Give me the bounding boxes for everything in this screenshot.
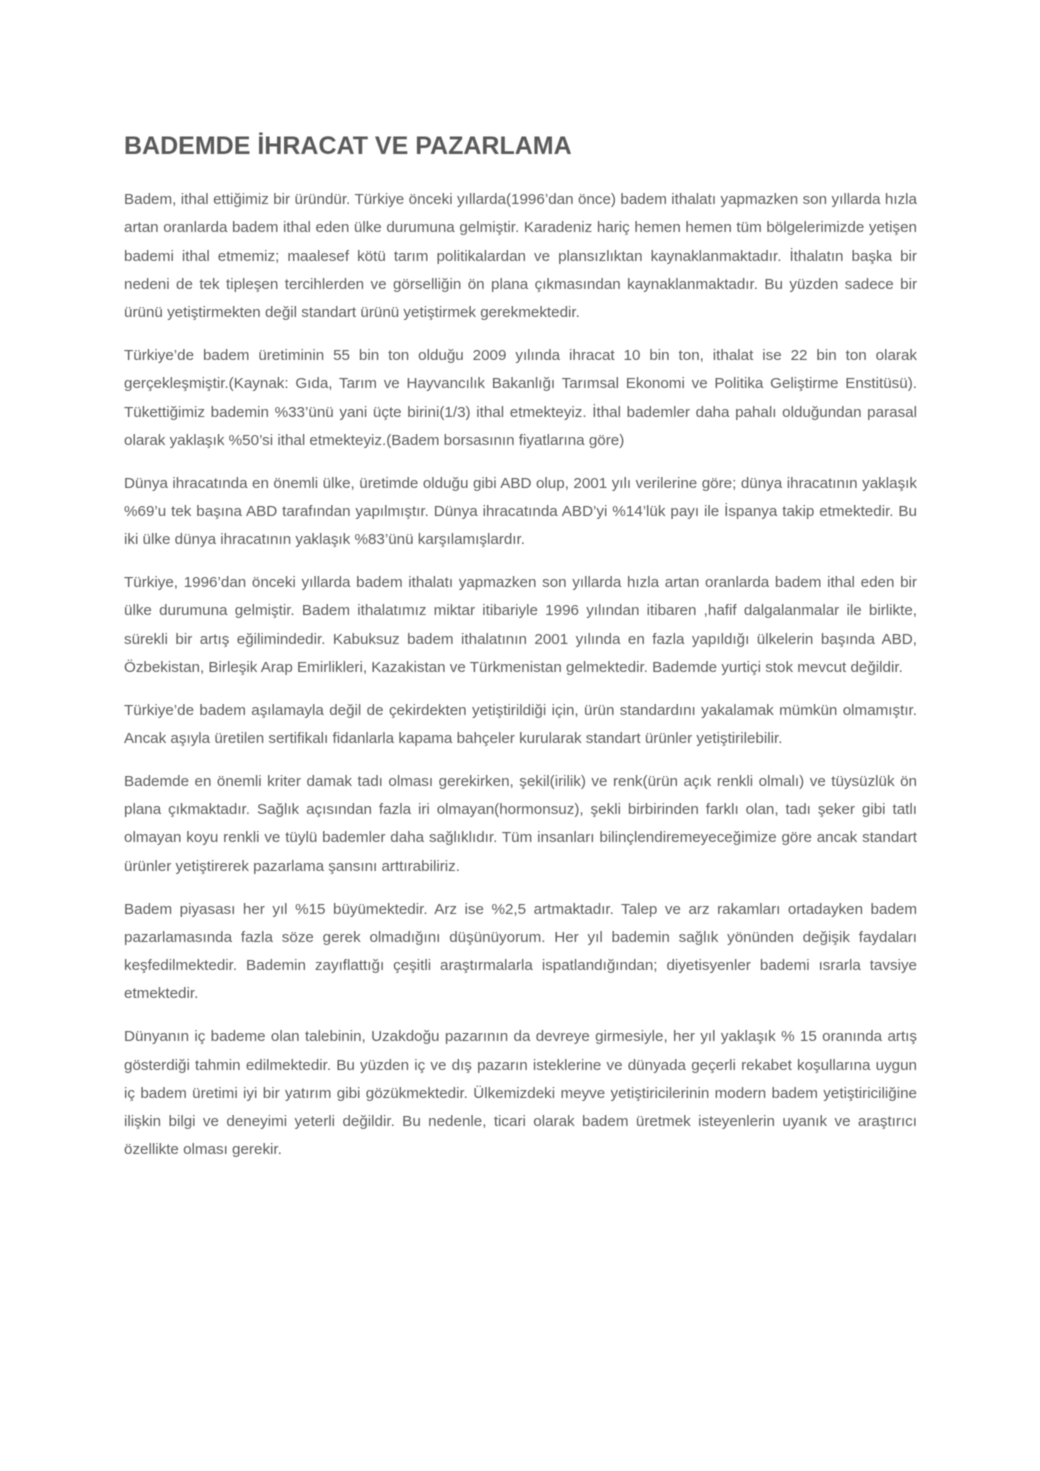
document-page xyxy=(124,126,917,1179)
paragraph-8: Dünyanın iç bademe olan talebinin, Uzakdoğu pazarının da devreye girmesiyle, her yıl yaklaşık % 15 oranında artış gösterdiği tahmin edilmektedir. Bu yüzden iç ve dış pazarın isteklerine ve dünyada geçerli rekabet koşullarına uygun iç badem üretimi iyi bir yatırım gibi gözükmektedir. Ülkemizdeki meyve yetiştiricilerinin modern badem yetiştiriciliğine ilişkin bilgi ve deneyimi yeterli değildir. Bu nedenle, ticari olarak badem üretmek isteyenlerin uyanık ve araştırıcı özellikte olması gerekir. xyxy=(124,1028,917,1159)
paragraph-1: Badem, ithal ettiğimiz bir üründür. Türkiye önceki yıllarda(1996’dan önce) badem ithalatı yapmazken son yıllarda hızla artan oranlarda badem ithal eden ülke durumuna gelmiştir. Karadeniz hariç hemen hemen tüm bölgelerimizde yetişen bademi ithal etmemiz; maalesef kötü tarım politikalardan ve plansızlıktan kaynaklanmaktadır. İthalatın başka bir nedeni de tek tipleşen tercihlerden ve görselliğin ön plana çıkmasından kaynaklanmaktadır. Bu yüzden sadece bir ürünü yetiştirmekten değil standart ürünü yetiştirmek gerekmektedir. xyxy=(124,191,917,322)
paragraph-4: Türkiye, 1996’dan önceki yıllarda badem ithalatı yapmazken son yıllarda hızla artan oranlarda badem ithal eden bir ülke durumuna gelmiştir. Badem ithalatımız miktar itibariyle 1996 yılından itibaren ,hafif dalgalanmalar ile birlikte, sürekli bir artış eğilimindedir. Kabuksuz badem ithalatının 2001 yılında en fazla yapıldığı ülkelerin başında ABD, Özbekistan, Birleşik Arap Emirlikleri, Kazakistan ve Türkmenistan gelmektedir. Bademde yurtiçi stok mevcut değildir. xyxy=(124,574,917,676)
paragraph-5: Türkiye’de badem aşılamayla değil de çekirdekten yetiştirildiği için, ürün standardını yakalamak mümkün olmamıştır. Ancak aşıyla üretilen sertifikalı fidanlarla kapama bahçeler kurularak standart ürünler yetiştirilebilir. xyxy=(124,701,917,748)
paragraph-7: Badem piyasası her yıl %15 büyümektedir. Arz ise %2,5 artmaktadır. Talep ve arz rakamları ortadayken badem pazarlamasında fazla söze gerek olmadığını düşünüyorum. Her yıl bademin sağlık yönünden değişik faydaları keşfedilmektedir. Bademin zayıflattığı çeşitli araştırmalarla ispatlandığından; diyetisyenler bademi ısrarla tavsiye etmektedir. xyxy=(124,900,917,1003)
document-title: BADEMDE İHRACAT VE PAZARLAMA xyxy=(124,132,572,160)
paragraph-3: Dünya ihracatında en önemli ülke, üretimde olduğu gibi ABD olup, 2001 yılı verilerine göre; dünya ihracatının yaklaşık %69’u tek başına ABD tarafından yapılmıştır. Dünya ihracatında ABD’yi %14’lük payı ile İspanya takip etmektedir. Bu iki ülke dünya ihracatının yaklaşık %83’ünü karşılamışlardır. xyxy=(124,474,917,549)
paragraph-6: Bademde en önemli kriter damak tadı olması gerekirken, şekil(irilik) ve renk(ürün açık renkli olmalı) ve tüysüzlük ön plana çıkmaktadır. Sağlık açısından fazla iri olmayan(hormonsuz), şekli birbirinden farklı olan, tadı şeker gibi tatlı olmayan koyu renkli ve tüylü bademler daha sağlıklıdır. Tüm insanları bilinçlendiremeyeceğimize göre ancak standart ürünler yetiştirerek pazarlama şansını arttırabiliriz. xyxy=(124,772,917,875)
paragraph-2: Türkiye’de badem üretiminin 55 bin ton olduğu 2009 yılında ihracat 10 bin ton, ithalat ise 22 bin ton olarak gerçekleşmiştir.(Kaynak: Gıda, Tarım ve Hayvancılık Bakanlığı Tarımsal Ekonomi ve Politika Geliştirme Enstitüsü). Tükettiğimiz bademin %33’ünü yani üçte birini(1/3) ithal etmekteyiz. İthal bademler daha pahalı olduğundan parasal olarak yaklaşık %50’si ithal etmekteyiz.(Badem borsasının fiyatlarına göre) xyxy=(124,346,917,449)
